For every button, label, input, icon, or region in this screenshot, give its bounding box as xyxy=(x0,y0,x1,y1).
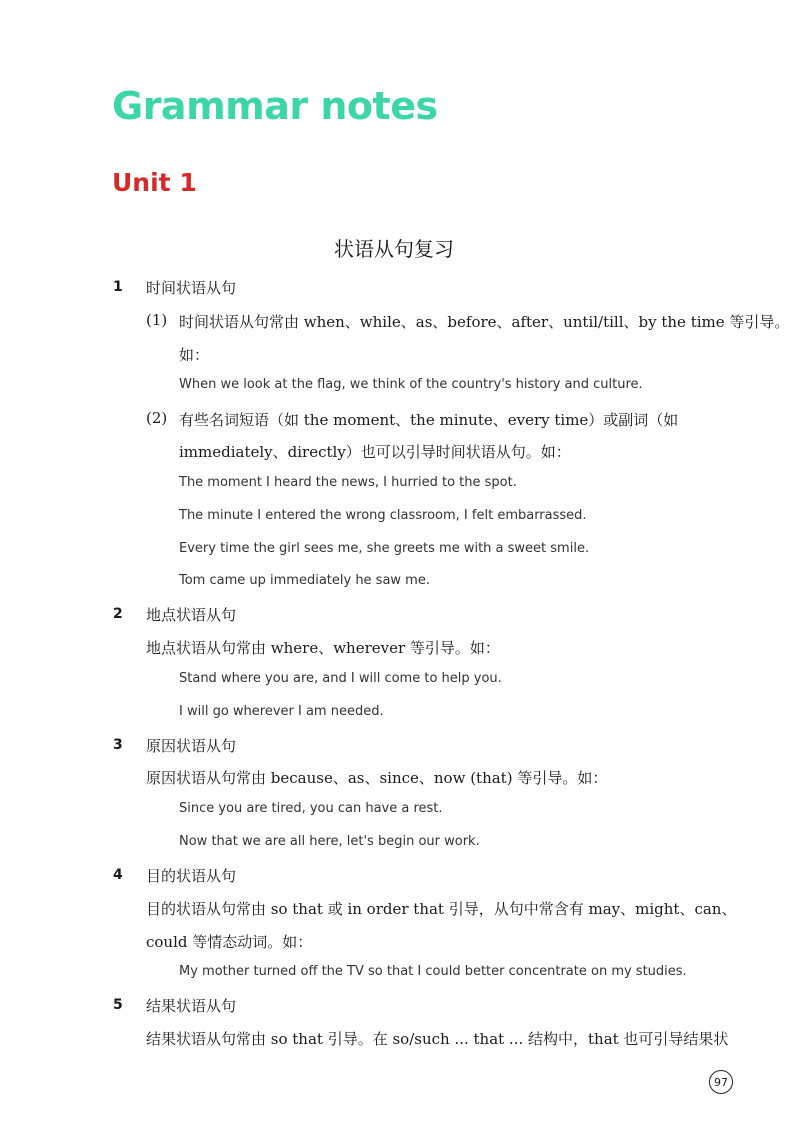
example-sentence: When we look at the flag, we think of the country's history and culture. xyxy=(179,377,643,392)
example-sentence: The minute I entered the wrong classroom, I felt embarrassed. xyxy=(179,508,587,523)
body-text: 原因状语从句常由 because、as、since、now (that) 等引导。如： xyxy=(146,769,608,787)
body-text: immediately、directly）也可以引导时间状语从句。如： xyxy=(179,443,571,461)
section-number: 4 xyxy=(113,867,123,883)
body-text: 有些名词短语（如 the moment、the minute、every time）或副词（如 xyxy=(179,411,679,429)
body-text: 如： xyxy=(179,346,210,364)
example-sentence: Now that we are all here, let's begin our work. xyxy=(179,834,480,849)
example-sentence: My mother turned off the TV so that I could better concentrate on my studies. xyxy=(179,964,687,979)
unit-heading: Unit 1 xyxy=(112,168,197,197)
example-sentence: Stand where you are, and I will come to help you. xyxy=(179,671,502,686)
subitem-label: (2) xyxy=(146,409,168,427)
section-heading: 原因状语从句 xyxy=(146,737,237,755)
example-sentence: The moment I heard the news, I hurried to the spot. xyxy=(179,475,517,490)
body-text: 时间状语从句常由 when、while、as、before、after、until/till、by the time 等引导。 xyxy=(179,313,790,331)
section-number: 2 xyxy=(113,606,123,622)
section-number: 5 xyxy=(113,997,123,1013)
subitem-label: (1) xyxy=(146,311,168,329)
section-number: 3 xyxy=(113,737,123,753)
body-text: could 等情态动词。如： xyxy=(146,933,313,951)
body-text: 地点状语从句常由 where、wherever 等引导。如： xyxy=(146,639,500,657)
page-title: Grammar notes xyxy=(112,84,438,128)
section-heading: 地点状语从句 xyxy=(146,606,237,624)
example-sentence: Tom came up immediately he saw me. xyxy=(179,573,430,588)
section-number: 1 xyxy=(113,279,123,295)
example-sentence: I will go wherever I am needed. xyxy=(179,704,384,719)
section-heading: 时间状语从句 xyxy=(146,279,237,297)
body-text: 结果状语从句常由 so that 引导。在 so/such ... that ... 结构中，that 也可引导结果状 xyxy=(146,1030,729,1048)
section-title: 状语从句复习 xyxy=(334,237,454,261)
body-text: 目的状语从句常由 so that 或 in order that 引导，从句中常含有 may、might、can、 xyxy=(146,900,737,918)
example-sentence: Since you are tired, you can have a rest. xyxy=(179,801,443,816)
section-heading: 结果状语从句 xyxy=(146,997,237,1015)
page-number: 97 xyxy=(709,1070,733,1094)
section-heading: 目的状语从句 xyxy=(146,867,237,885)
example-sentence: Every time the girl sees me, she greets me with a sweet smile. xyxy=(179,541,590,556)
